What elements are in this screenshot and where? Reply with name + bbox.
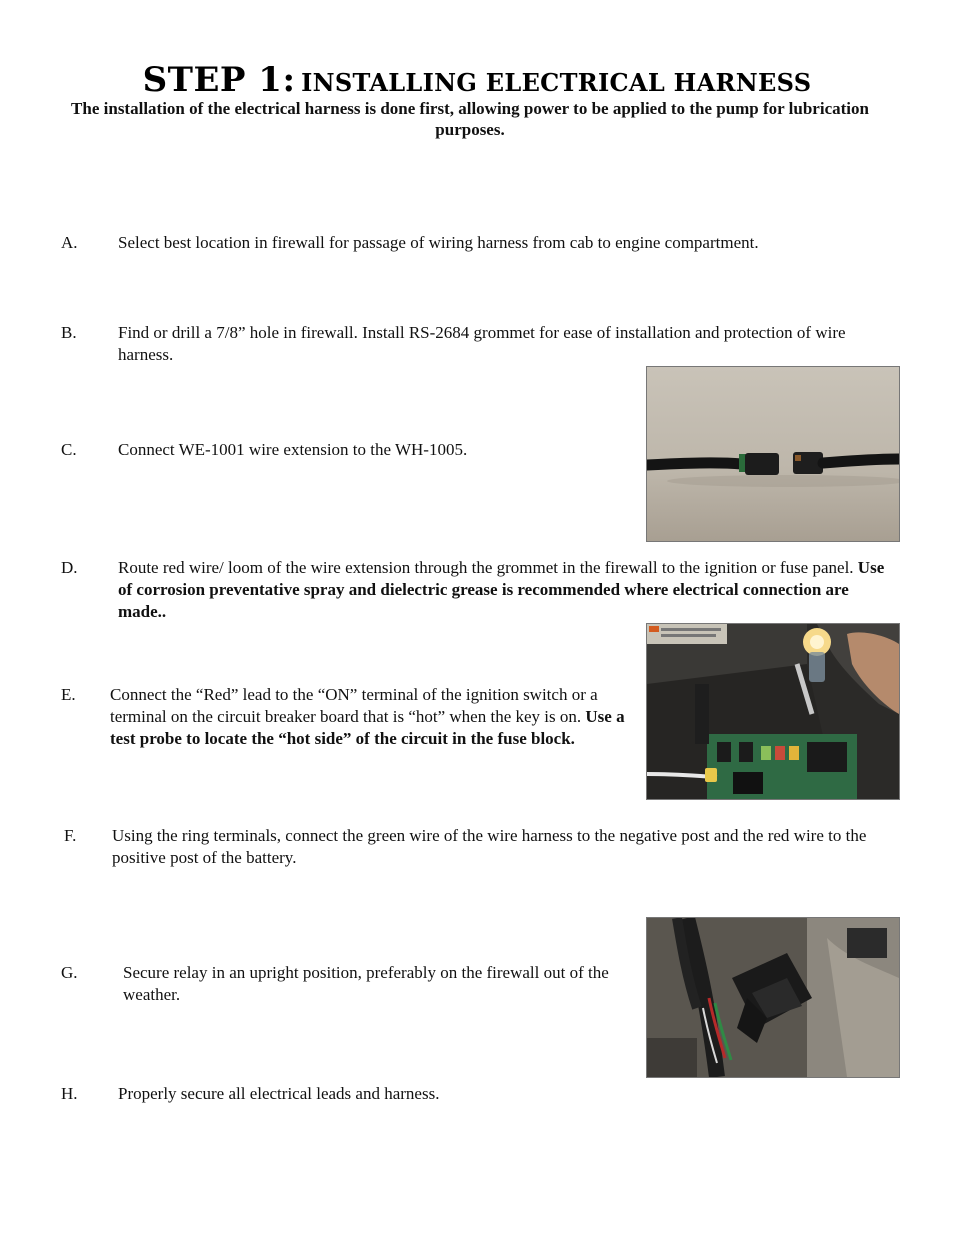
page-title	[0, 60, 954, 100]
title-heading: INSTALLING ELECTRICAL HARNESS	[301, 68, 812, 97]
step-text	[118, 557, 893, 623]
step-text: Secure relay in an upright position, preferably on the firewall out of the weather.	[123, 963, 609, 1004]
step-letter: D.	[61, 558, 78, 577]
step-text: Select best location in firewall for passage of wiring harness from cab to engine compartment.	[118, 233, 759, 252]
step-text-bold: Use of corrosion preventative spray and dielectric grease is recommended where electrical connection are made..	[118, 558, 885, 621]
connector-photo	[646, 366, 900, 542]
step-letter: E.	[61, 685, 76, 704]
fuse-block-photo	[646, 623, 900, 800]
step-letter: H.	[61, 1084, 78, 1103]
step-text-normal: Connect the “Red” lead to the “ON” terminal of the ignition switch or a terminal on the circuit breaker board that is “hot” when the key is on.	[110, 685, 598, 726]
step-letter: A.	[61, 233, 78, 252]
step-text	[110, 684, 638, 750]
step-text: Properly secure all electrical leads and harness.	[118, 1084, 440, 1103]
relay-photo	[646, 917, 900, 1078]
intro-text: The installation of the electrical harness is done first, allowing power to be applied to the pump for lubrication purposes.	[71, 99, 869, 139]
step-text: Using the ring terminals, connect the green wire of the wire harness to the negative post and the red wire to the positive post of the battery.	[112, 826, 867, 867]
step-text: Find or drill a 7/8” hole in firewall. Install RS-2684 grommet for ease of installation and protection of wire harness.	[118, 323, 846, 364]
step-text: Connect WE-1001 wire extension to the WH-1005.	[118, 440, 468, 459]
step-letter: B.	[61, 323, 77, 342]
step-text-bold: Use a test probe to locate the “hot side” of the circuit in the fuse block.	[110, 707, 625, 748]
step-text-normal: Route red wire/ loom of the wire extension through the grommet in the firewall to the ignition or fuse panel.	[118, 558, 858, 577]
step-letter: G.	[61, 963, 78, 982]
step-letter: C.	[61, 440, 77, 459]
step-letter: F.	[64, 826, 77, 845]
title-step: STEP 1:	[142, 60, 296, 100]
